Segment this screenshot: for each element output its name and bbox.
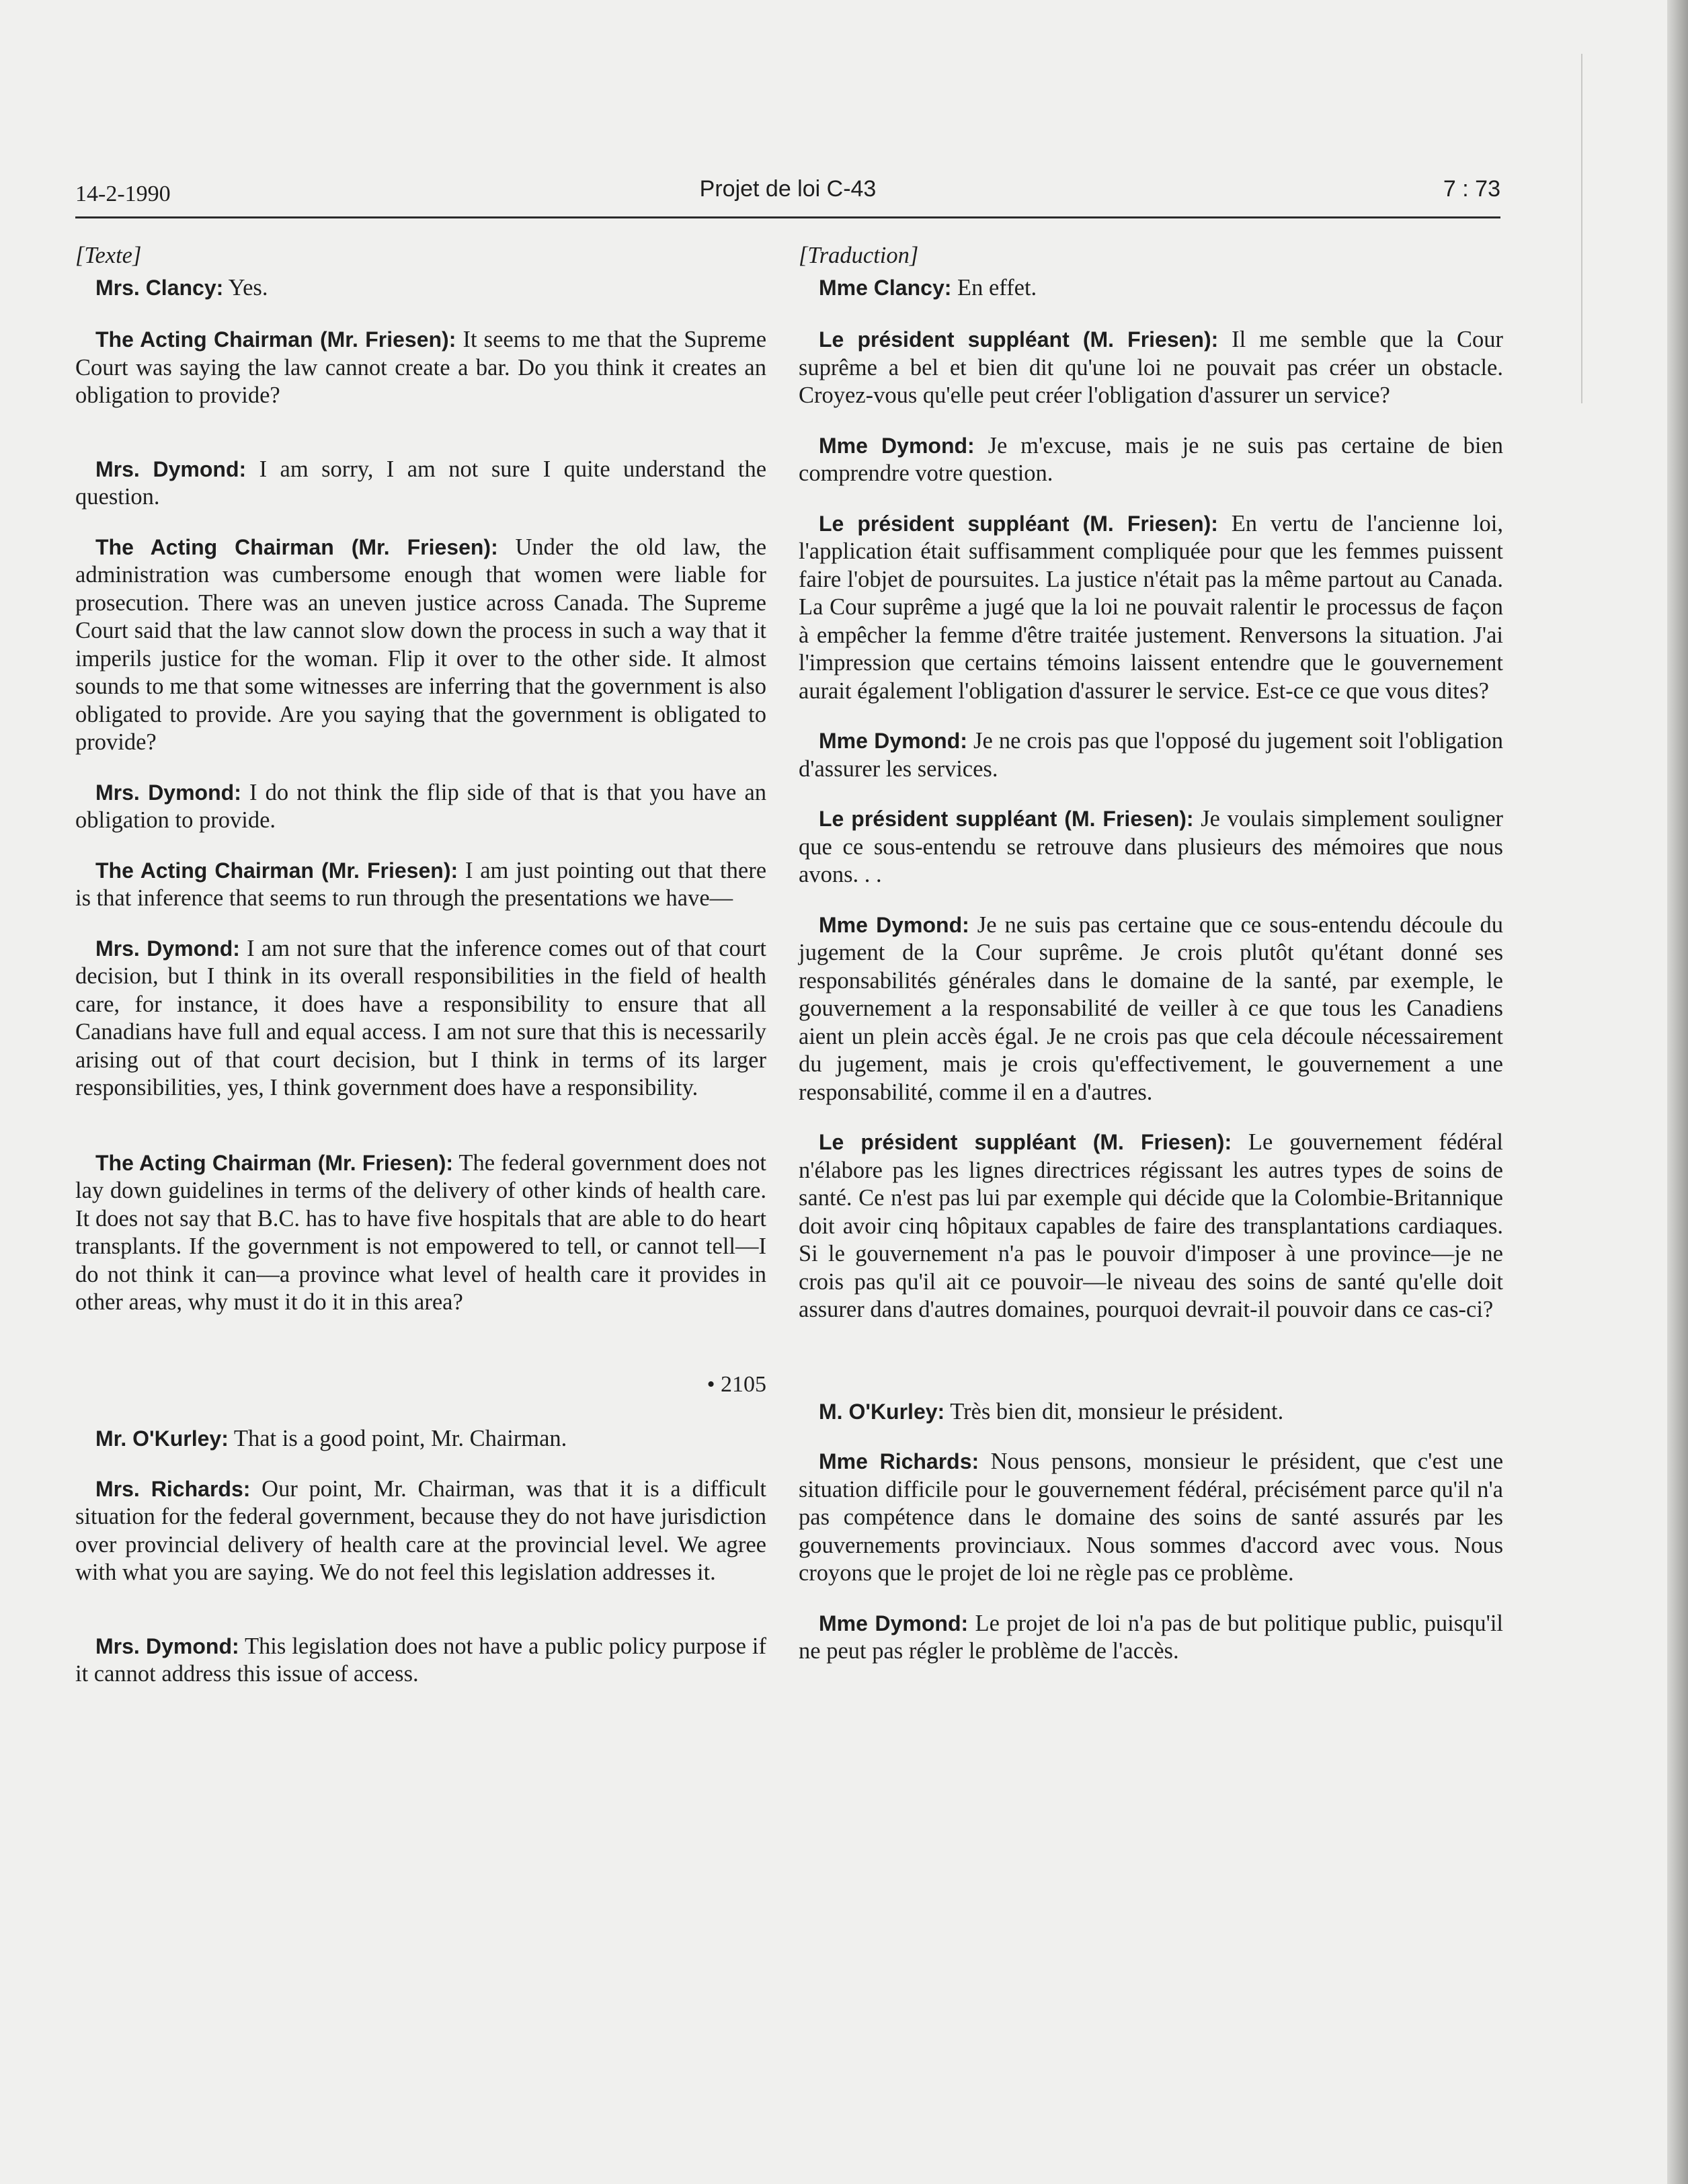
speaker-name: Mme Dymond: xyxy=(819,1611,969,1635)
paragraph-text: Très bien dit, monsieur le président. xyxy=(950,1398,1284,1424)
paragraph xyxy=(75,1149,766,1317)
paragraph-text: I am sorry, I am not sure I quite understand the question. xyxy=(75,456,767,510)
speaker-name: Mme Dymond: xyxy=(819,433,975,458)
section-label-traduction: [Traduction] xyxy=(799,243,919,268)
paragraph xyxy=(799,432,1503,488)
paragraph xyxy=(75,1475,766,1587)
paragraph xyxy=(75,857,766,913)
page-header xyxy=(75,176,1500,218)
speaker-name: The Acting Chairman (Mr. Friesen): xyxy=(95,534,498,559)
speaker-name: M. O'Kurley: xyxy=(819,1399,945,1424)
speaker-name: The Acting Chairman (Mr. Friesen): xyxy=(95,858,458,883)
paragraph xyxy=(799,805,1503,889)
speaker-name: Mme Richards: xyxy=(819,1449,979,1473)
speaker-name: Le président suppléant (M. Friesen): xyxy=(819,1130,1232,1154)
paragraph xyxy=(75,1633,766,1689)
paragraph xyxy=(75,326,766,410)
paragraph-text: Le projet de loi n'a pas de but politique public, puisqu'il ne peut pas régler le problème de l'accès. xyxy=(799,1610,1504,1664)
paragraph xyxy=(799,510,1503,706)
speaker-name: Mrs. Richards: xyxy=(95,1476,251,1501)
paragraph-text: Je m'excuse, mais je ne suis pas certaine de bien comprendre votre question. xyxy=(799,432,1504,486)
paragraph-text: Under the old law, the administration was cumbersome enough that women were liable for prosecution. There was an uneven justice across Canada. The Supreme Court said that the law cannot slow down the process in such a way that it imperils justice for the woman. Flip it over to the other side. It almost sounds to me that some witnesses are inferring that the government is also obligated to provide. Are you saying that the government is obligated to provide? xyxy=(75,534,767,755)
paragraph xyxy=(75,534,766,757)
speaker-name: Le président suppléant (M. Friesen): xyxy=(819,327,1219,352)
paragraph-text: En effet. xyxy=(957,274,1037,300)
paragraph xyxy=(799,1448,1503,1588)
paragraph-text: That is a good point, Mr. Chairman. xyxy=(233,1426,567,1451)
section-label-texte: [Texte] xyxy=(75,243,142,268)
paragraph-text: Le gouvernement fédéral n'élabore pas les lignes directrices régissant les autres types de soins de santé. Ce n'est pas lui par exemple qui décide que la Colombie-Britannique doit avoir cinq hôpitaux capables de faire des transplantations cardiaques. Si le gouvernement n'a pas le pouvoir d'imposer à une province—je ne crois pas qu'il ait ce pouvoir—le niveau des soins de santé qu'elle doit assurer dans d'autres domaines, pourquoi devrait-il pouvoir dans ce cas-ci? xyxy=(799,1129,1504,1322)
speaker-name: Mme Clancy: xyxy=(819,275,952,300)
paragraph xyxy=(75,274,766,302)
paragraph xyxy=(799,1610,1503,1666)
page-edge-shadow xyxy=(1667,0,1688,2184)
speaker-name: Le président suppléant (M. Friesen): xyxy=(819,807,1194,831)
timestamp: • 2105 xyxy=(707,1371,766,1397)
paragraph xyxy=(799,912,1503,1107)
paragraph-text: I do not think the flip side of that is that you have an obligation to provide. xyxy=(75,779,767,833)
speaker-name: Mrs. Dymond: xyxy=(95,456,247,481)
header-title: Projet de loi C-43 xyxy=(699,176,877,202)
paragraph-text: It seems to me that the Supreme Court was saying the law cannot create a bar. Do you think it creates an obligation to provide? xyxy=(75,327,767,408)
paragraph-text: This legislation does not have a public policy purpose if it cannot address this issue of access. xyxy=(75,1633,767,1687)
paragraph-text: Je ne crois pas que l'opposé du jugement soit l'obligation d'assurer les services. xyxy=(799,728,1503,782)
paragraph xyxy=(799,1398,1503,1426)
french-column xyxy=(799,242,1503,1688)
speaker-name: Mrs. Dymond: xyxy=(95,936,240,961)
speaker-name: Mrs. Dymond: xyxy=(95,1633,239,1658)
paragraph-text: Je ne suis pas certaine que ce sous-entendu découle du jugement de la Cour suprême. Je crois plutôt qu'étant donné ses responsabilités générales dans le domaine de la santé, par exemple, le gouvernement a la responsabilité de veiller à ce que tous les Canadiens aient un plein accès égal. Je ne crois pas que cela découle nécessairement du jugement, mais je crois qu'effectivement, le gouvernement a une responsabilité, comme il en a d'autres. xyxy=(799,912,1504,1105)
paragraph-text: I am not sure that the inference comes out of that court decision, but I think in its overall responsibilities in the field of health care, for instance, it does have a responsibility to ensure that all Canadians have full and equal access. I am not sure that this is necessarily arising out of that court decision, but I think in terms of its larger responsibilities, yes, I think government does have a responsibility. xyxy=(75,935,767,1100)
page-edge-line xyxy=(1581,54,1582,403)
paragraph-text: Il me semble que la Cour suprême a bel et bien dit qu'une loi ne pouvait pas créer un obstacle. Croyez-vous qu'elle peut créer l'obligation d'assurer un service? xyxy=(799,327,1503,408)
paragraph xyxy=(799,727,1503,783)
paragraph xyxy=(75,779,766,835)
speaker-name: Mr. O'Kurley: xyxy=(95,1426,229,1451)
speaker-name: The Acting Chairman (Mr. Friesen): xyxy=(95,1150,454,1175)
paragraph-text: I am just pointing out that there is that inference that seems to run through the presentations we have— xyxy=(75,857,767,911)
paragraph xyxy=(75,935,766,1102)
speaker-name: The Acting Chairman (Mr. Friesen): xyxy=(95,327,456,352)
paragraph xyxy=(799,326,1503,410)
paragraph xyxy=(799,1129,1503,1324)
paragraph-text: The federal government does not lay down guidelines in terms of the delivery of other kinds of health care. It does not say that B.C. has to have five hospitals that are able to do heart transplants. If the government is not empowered to tell, or cannot tell—I do not think it can—a province what level of health care it provides in other areas, why must it do it in this area? xyxy=(75,1149,766,1315)
header-date: 14-2-1990 xyxy=(75,181,171,206)
paragraph-text: Our point, Mr. Chairman, was that it is a difficult situation for the federal government, because they do not have jurisdiction over provincial delivery of health care at the provincial level. We agree with what you are saying. We do not feel this legislation addresses it. xyxy=(75,1475,767,1585)
paragraph-text: Nous pensons, monsieur le président, que c'est une situation difficile pour le gouvernement fédéral, précisément parce qu'il n'a pas compétence dans le domaine des soins de santé assurés par les gouvernements provinciaux. Nous sommes d'accord avec vous. Nous croyons que le projet de loi ne règle pas ce problème. xyxy=(799,1449,1504,1586)
paragraph-text: Je voulais simplement souligner que ce sous-entendu se retrouve dans plusieurs des mémoires que nous avons. . . xyxy=(799,806,1503,887)
speaker-name: Mrs. Dymond: xyxy=(95,780,241,805)
speaker-name: Mme Dymond: xyxy=(819,912,969,937)
speaker-name: Mrs. Clancy: xyxy=(95,275,224,300)
paragraph xyxy=(75,456,766,512)
paragraph xyxy=(799,274,1503,302)
paragraph-text: En vertu de l'ancienne loi, l'application était suffisamment compliquée pour que les femmes puissent faire l'objet de poursuites. La justice n'était pas la même partout au Canada. La Cour suprême a jugé que la loi ne pouvait ralentir le processus de façon à empêcher la femme d'être traitée justement. Renversons la situation. J'ai l'impression que certains témoins laissent entendre que le gouvernement aurait également l'obligation d'assurer le service. Est-ce ce que vous dites? xyxy=(799,510,1503,704)
speaker-name: Le président suppléant (M. Friesen): xyxy=(819,511,1218,536)
speaker-name: Mme Dymond: xyxy=(819,729,967,753)
paragraph xyxy=(75,1425,766,1453)
paragraph-text: Yes. xyxy=(228,274,268,300)
header-page-number: 7 : 73 xyxy=(1443,176,1500,202)
english-column xyxy=(75,242,766,1711)
